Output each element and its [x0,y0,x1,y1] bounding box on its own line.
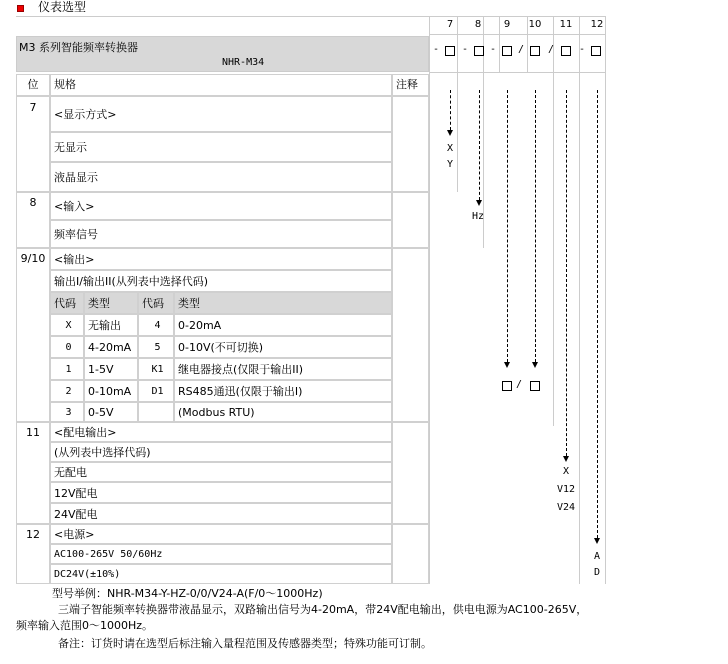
option-row: 无显示 [50,132,392,162]
option-code: X [447,143,454,154]
header-note: 注释 [392,74,429,96]
guide-line [566,90,567,456]
option-code: Hz [472,211,485,222]
output-type: 0-10mA [84,380,138,402]
position-number: 8 [474,19,482,30]
position-number: 12 [590,19,604,30]
code-dash: - [579,44,586,55]
arrow-down-icon [476,200,482,206]
output-code: 0 [50,336,84,358]
output-code: D1 [138,380,174,402]
option-code: A [594,551,601,562]
position-number: 11 [559,19,573,30]
example-description-cont: 频率输入范围0～1000Hz。 [16,619,154,632]
model-header [16,36,429,72]
group-note [392,248,429,422]
output-type: 无输出 [84,314,138,336]
group-pos: 8 [16,192,50,248]
group-pos: 9/10 [16,248,50,422]
group-note [392,96,429,192]
header-spec: 规格 [50,74,392,96]
option-row: DC24V(±10%) [50,564,392,584]
code-box [561,46,571,56]
group-note [392,192,429,248]
section-title: 仪表选型 [38,0,87,14]
option-row: (从列表中选择代码) [50,442,392,462]
output-type: 4-20mA [84,336,138,358]
option-row: 无配电 [50,462,392,482]
arrow-down-icon [504,362,510,368]
output-code: 4 [138,314,174,336]
arrow-down-icon [563,456,569,462]
option-row: 12V配电 [50,482,392,503]
group-pos: 7 [16,96,50,192]
output-type: (Modbus RTU) [174,402,392,422]
output-type: 0-10V(不可切换) [174,336,392,358]
option-row: 频率信号 [50,220,392,248]
output-code-box [530,381,540,391]
option-row: 24V配电 [50,503,392,524]
code-slash: / [548,44,555,55]
output-slash: / [516,379,523,390]
group-pos: 12 [16,524,50,584]
model-series: M3 系列智能频率转换器 [19,41,138,54]
group-note [392,524,429,584]
code-dash: - [490,44,497,55]
option-code: V12 [557,484,576,495]
output-code: 3 [50,402,84,422]
output-code [138,402,174,422]
arrow-down-icon [594,538,600,544]
output-col-header: 代码 [50,292,84,314]
output-type: 继电器接点(仅限于输出II) [174,358,392,380]
code-box [445,46,455,56]
arrow-down-icon [447,130,453,136]
code-box [502,46,512,56]
output-col-header: 类型 [84,292,138,314]
group-title: <输入> [50,192,392,220]
guide-line [507,90,508,362]
guide-line [597,90,598,538]
option-code: V24 [557,502,576,513]
output-type: 0-5V [84,402,138,422]
option-code: D [594,567,601,578]
model-example: 型号举例：NHR-M34-Y-HZ-0/0/V24-A(F/0～1000Hz) [52,587,323,600]
output-type: 1-5V [84,358,138,380]
code-slash: / [518,44,525,55]
option-code: Y [447,159,454,170]
option-code: X [563,466,570,477]
output-code: 1 [50,358,84,380]
output-type: RS485通迅(仅限于输出I) [174,380,392,402]
guide-line [479,90,480,200]
output-type: 0-20mA [174,314,392,336]
group-title: <输出> [50,248,392,270]
code-box [591,46,601,56]
output-code: 5 [138,336,174,358]
code-dash: - [433,44,440,55]
header-pos: 位 [16,74,50,96]
position-number: 10 [528,19,542,30]
position-number: 7 [446,19,454,30]
option-row: 液晶显示 [50,162,392,192]
code-grid [429,16,606,584]
group-title: <显示方式> [50,96,392,132]
output-code: K1 [138,358,174,380]
group-pos: 11 [16,422,50,524]
code-box [530,46,540,56]
output-code: 2 [50,380,84,402]
position-number: 9 [503,19,511,30]
group-subtitle: 输出I/输出II(从列表中选择代码) [50,270,392,292]
code-dash: - [462,44,469,55]
output-code: X [50,314,84,336]
example-description: 三端子智能频率转换器带液晶显示，双路输出信号为4-20mA，带24V配电输出，供电电源为AC100-265V， [58,603,588,616]
guide-line [450,90,451,130]
group-title: <电源> [50,524,392,544]
option-row: AC100-265V 50/60Hz [50,544,392,564]
code-box [474,46,484,56]
group-title: <配电输出> [50,422,392,442]
guide-line [535,90,536,362]
output-col-header: 类型 [174,292,392,314]
order-note: 备注：订货时请在选型后标注输入量程范围及传感器类型；特殊功能可订制。 [58,637,432,650]
output-code-box [502,381,512,391]
group-note [392,422,429,524]
arrow-down-icon [532,362,538,368]
output-col-header: 代码 [138,292,174,314]
model-code: NHR-M34 [222,57,265,68]
section-bullet-icon [17,5,24,12]
